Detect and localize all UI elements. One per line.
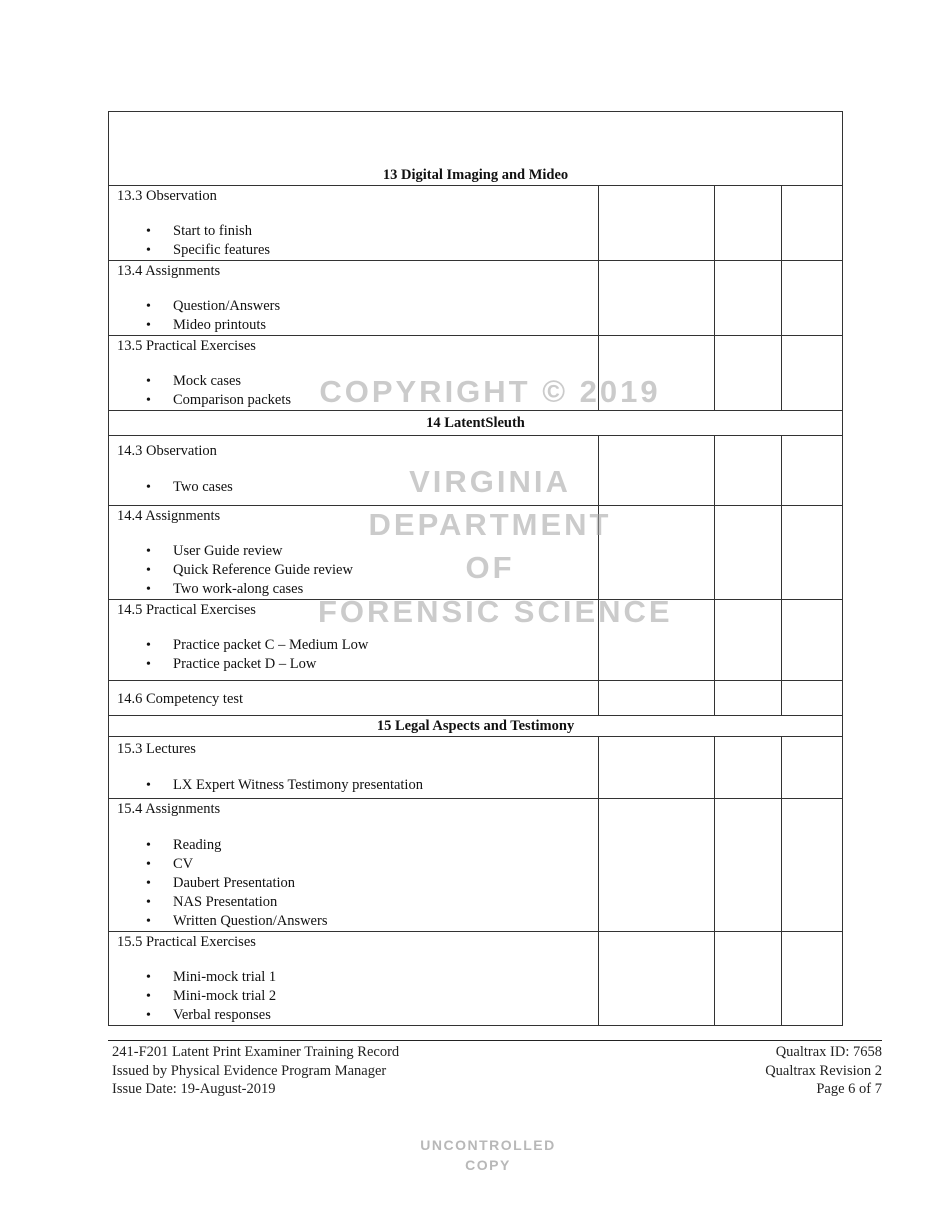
blank-cell xyxy=(599,799,715,932)
blank-cell xyxy=(782,186,843,261)
watermark-line-forensic-science: FORENSIC SCIENCE xyxy=(318,594,673,629)
list-item: • Practice packet D – Low xyxy=(173,655,598,674)
watermark-copyright: COPYRIGHT © 2019 xyxy=(319,374,661,409)
footer-issued-by: Issued by Physical Evidence Program Manager xyxy=(112,1062,387,1079)
list-item: • Comparison packets xyxy=(173,391,598,410)
task-cell xyxy=(109,506,599,600)
watermark-line-virginia: VIRGINIA xyxy=(409,464,571,499)
task-title: 14.5 Practical Exercises xyxy=(117,602,256,618)
blank-cell xyxy=(599,506,715,600)
blank-cell xyxy=(715,261,782,336)
table-row xyxy=(109,600,843,681)
uncontrolled-line-1: UNCONTROLLED xyxy=(420,1137,556,1153)
task-cell xyxy=(109,261,599,336)
blank-cell xyxy=(715,799,782,932)
task-cell xyxy=(109,600,599,681)
list-item: • Daubert Presentation xyxy=(173,874,598,893)
watermark-line-of: OF xyxy=(465,550,515,585)
footer-qualtrax-revision: Qualtrax Revision 2 xyxy=(765,1062,882,1079)
blank-cell xyxy=(715,186,782,261)
footer-divider xyxy=(108,1040,882,1041)
task-cell xyxy=(109,932,599,1026)
task-cell xyxy=(109,799,599,932)
task-title: 14.3 Observation xyxy=(117,443,217,459)
task-title: 13.5 Practical Exercises xyxy=(117,338,256,354)
list-item: • LX Expert Witness Testimony presentation xyxy=(173,776,598,795)
task-cell xyxy=(109,737,599,799)
blank-cell xyxy=(715,600,782,681)
task-cell xyxy=(109,436,599,506)
blank-cell xyxy=(782,600,843,681)
section-heading-row xyxy=(109,112,843,186)
list-item: • User Guide review xyxy=(173,542,598,561)
table-row xyxy=(109,336,843,411)
list-item: • Start to finish xyxy=(173,222,598,241)
blank-cell xyxy=(599,261,715,336)
list-item: • Reading xyxy=(173,836,598,855)
list-item: • Practice packet C – Medium Low xyxy=(173,636,598,655)
uncontrolled-copy-stamp xyxy=(375,1135,601,1175)
list-item: • CV xyxy=(173,855,598,874)
footer-right xyxy=(765,1043,882,1099)
blank-cell xyxy=(715,506,782,600)
task-title: 15.3 Lectures xyxy=(117,741,196,757)
task-title: 14.6 Competency test xyxy=(117,690,244,707)
footer-form-title: 241-F201 Latent Print Examiner Training Record xyxy=(112,1044,400,1060)
section-heading-row xyxy=(109,411,843,436)
list-item: • Question/Answers xyxy=(173,297,598,316)
footer-left xyxy=(112,1043,399,1099)
blank-cell xyxy=(782,799,843,932)
table-row xyxy=(109,436,843,506)
blank-cell xyxy=(782,681,843,716)
blank-cell xyxy=(599,186,715,261)
section-heading: 15 Legal Aspects and Testimony xyxy=(109,716,843,737)
blank-cell xyxy=(599,436,715,506)
blank-cell xyxy=(599,600,715,681)
blank-cell xyxy=(715,932,782,1026)
watermark-line-department: DEPARTMENT xyxy=(368,507,612,542)
table-row xyxy=(109,186,843,261)
blank-cell xyxy=(782,336,843,411)
blank-cell xyxy=(782,737,843,799)
task-title: 15.5 Practical Exercises xyxy=(117,934,256,950)
list-item: • Mock cases xyxy=(173,372,598,391)
blank-cell xyxy=(599,737,715,799)
footer-issue-date: Issue Date: 19-August-2019 xyxy=(112,1081,276,1097)
task-cell xyxy=(109,681,599,716)
uncontrolled-line-2: COPY xyxy=(465,1157,511,1173)
table-row xyxy=(109,932,843,1026)
list-item: • Mini-mock trial 2 xyxy=(173,987,598,1006)
blank-cell xyxy=(599,932,715,1026)
table-row xyxy=(109,737,843,799)
blank-cell xyxy=(599,336,715,411)
list-item: • Two work-along cases xyxy=(173,580,598,599)
list-item: • Verbal responses xyxy=(173,1006,598,1025)
task-cell xyxy=(109,186,599,261)
list-item: • Specific features xyxy=(173,241,598,260)
table-row xyxy=(109,799,843,932)
section-heading: 13 Digital Imaging and Mideo xyxy=(109,112,843,186)
table-row xyxy=(109,261,843,336)
blank-cell xyxy=(715,436,782,506)
blank-cell xyxy=(782,261,843,336)
table-row xyxy=(109,506,843,600)
training-record-table xyxy=(108,111,843,1026)
blank-cell xyxy=(782,436,843,506)
task-title: 14.4 Assignments xyxy=(117,508,221,524)
list-item: • Mini-mock trial 1 xyxy=(173,968,598,987)
list-item: • Mideo printouts xyxy=(173,316,598,335)
section-heading: 14 LatentSleuth xyxy=(109,411,843,436)
list-item: • Written Question/Answers xyxy=(173,912,598,931)
blank-cell xyxy=(715,681,782,716)
task-cell xyxy=(109,336,599,411)
list-item: • NAS Presentation xyxy=(173,893,598,912)
blank-cell xyxy=(715,336,782,411)
blank-cell xyxy=(715,737,782,799)
footer-page-number: Page 6 of 7 xyxy=(816,1081,882,1097)
table-row xyxy=(109,681,843,716)
blank-cell xyxy=(782,932,843,1026)
list-item: • Quick Reference Guide review xyxy=(173,561,598,580)
task-title: 13.3 Observation xyxy=(117,188,217,204)
section-heading-row xyxy=(109,716,843,737)
blank-cell xyxy=(599,681,715,716)
list-item: • Two cases xyxy=(173,478,598,497)
task-title: 13.4 Assignments xyxy=(117,263,221,279)
footer-qualtrax-id: Qualtrax ID: 7658 xyxy=(775,1044,882,1060)
blank-cell xyxy=(782,506,843,600)
task-title: 15.4 Assignments xyxy=(117,801,221,817)
